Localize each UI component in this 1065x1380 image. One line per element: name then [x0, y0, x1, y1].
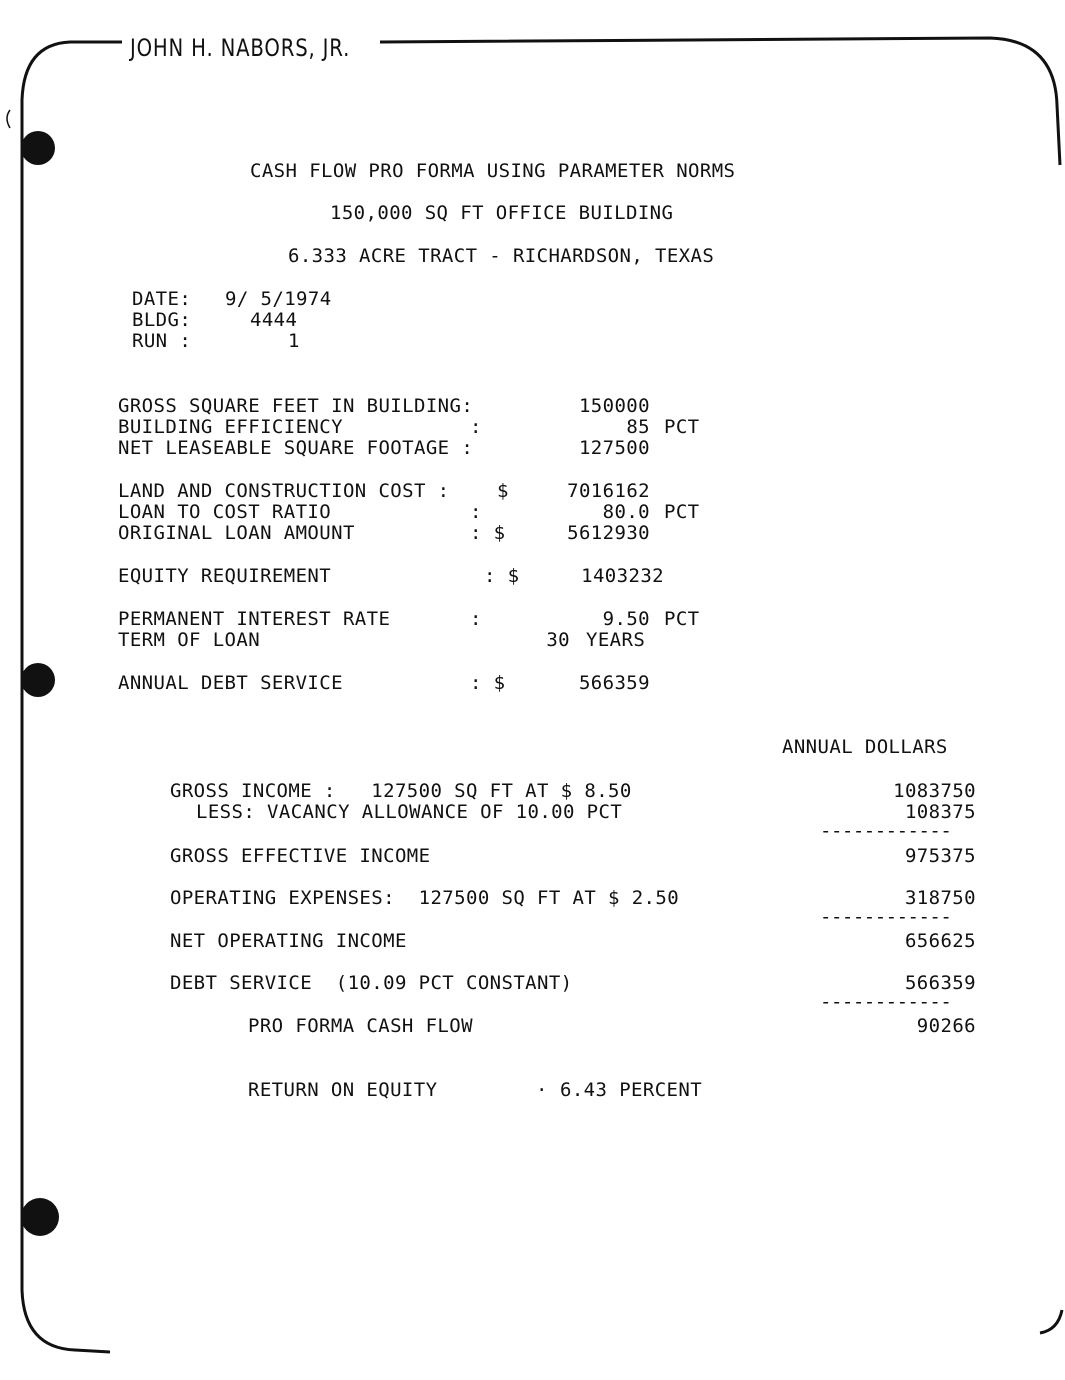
date-value: 9/ 5/1974: [225, 288, 332, 310]
operating-expenses-label: OPERATING EXPENSES: 127500 SQ FT AT $ 2.50: [170, 887, 680, 909]
binder-hole-middle: [21, 663, 55, 697]
loan-term-unit: YEARS: [586, 629, 646, 651]
binder-hole-top: [21, 131, 55, 165]
bldg-value: 4444: [250, 309, 298, 331]
debt-service-label: ANNUAL DEBT SERVICE: [118, 672, 343, 694]
gross-sqft-value: 150000: [578, 395, 650, 417]
land-cost-label: LAND AND CONSTRUCTION COST :: [118, 480, 450, 502]
interest-rate-unit: PCT: [664, 608, 700, 630]
run-label: RUN :: [132, 330, 192, 352]
net-lease-value: 127500: [578, 437, 650, 459]
debt-service-constant-label: DEBT SERVICE (10.09 PCT CONSTANT): [170, 972, 573, 994]
loan-amount-sep: : $: [470, 522, 506, 544]
binder-hole-bottom: [21, 1198, 59, 1236]
loan-amount-value: 5612930: [567, 522, 650, 544]
interest-rate-sep: :: [470, 608, 482, 630]
net-operating-income-label: NET OPERATING INCOME: [170, 930, 407, 952]
report-subtitle-building: 150,000 SQ FT OFFICE BUILDING: [330, 202, 674, 224]
ltc-value: 80.0: [602, 501, 650, 523]
return-on-equity-value: 6.43 PERCENT: [560, 1079, 703, 1101]
gross-income-value: 1083750: [893, 780, 976, 802]
net-lease-label: NET LEASEABLE SQUARE FOOTAGE :: [118, 437, 474, 459]
rule-3: ------------: [820, 991, 952, 1013]
return-on-equity-dot: ·: [536, 1079, 548, 1101]
equity-value: 1403232: [581, 565, 664, 587]
net-operating-income-value: 656625: [904, 930, 976, 952]
ltc-unit: PCT: [664, 501, 700, 523]
efficiency-value: 85: [626, 416, 650, 438]
gross-effective-income-label: GROSS EFFECTIVE INCOME: [170, 845, 431, 867]
cash-flow-label: PRO FORMA CASH FLOW: [248, 1015, 473, 1037]
date-label: DATE:: [132, 288, 192, 310]
rule-1: ------------: [820, 820, 952, 842]
land-cost-currency: $: [497, 480, 509, 502]
operating-expenses-value: 318750: [904, 887, 976, 909]
gross-effective-income-value: 975375: [904, 845, 976, 867]
ltc-sep: :: [470, 501, 482, 523]
loan-term-value: 30: [546, 629, 570, 651]
run-value: 1: [288, 330, 300, 352]
interest-rate-label: PERMANENT INTEREST RATE: [118, 608, 391, 630]
return-on-equity-label: RETURN ON EQUITY: [248, 1079, 438, 1101]
annual-dollars-header: ANNUAL DOLLARS: [782, 736, 948, 758]
efficiency-label: BUILDING EFFICIENCY: [118, 416, 343, 438]
debt-service-sep: : $: [470, 672, 506, 694]
debt-service-constant-value: 566359: [904, 972, 976, 994]
rule-2: ------------: [820, 906, 952, 928]
loan-term-label: TERM OF LOAN: [118, 629, 261, 651]
vacancy-label: LESS: VACANCY ALLOWANCE OF 10.00 PCT: [196, 801, 623, 823]
report-subtitle-tract: 6.333 ACRE TRACT - RICHARDSON, TEXAS: [288, 245, 715, 267]
gross-income-label: GROSS INCOME : 127500 SQ FT AT $ 8.50: [170, 780, 632, 802]
land-cost-value: 7016162: [567, 480, 650, 502]
loan-amount-label: ORIGINAL LOAN AMOUNT: [118, 522, 355, 544]
equity-label: EQUITY REQUIREMENT: [118, 565, 332, 587]
efficiency-sep: :: [470, 416, 482, 438]
vacancy-value: 108375: [904, 801, 976, 823]
equity-sep: : $: [484, 565, 520, 587]
gross-sqft-label: GROSS SQUARE FEET IN BUILDING:: [118, 395, 474, 417]
author-signature: JOHN H. NABORS, JR.: [130, 34, 351, 62]
debt-service-value: 566359: [578, 672, 650, 694]
bldg-label: BLDG:: [132, 309, 192, 331]
efficiency-unit: PCT: [664, 416, 700, 438]
ltc-label: LOAN TO COST RATIO: [118, 501, 332, 523]
report-title: CASH FLOW PRO FORMA USING PARAMETER NORMS: [250, 160, 736, 182]
cash-flow-value: 90266: [916, 1015, 976, 1037]
interest-rate-value: 9.50: [602, 608, 650, 630]
